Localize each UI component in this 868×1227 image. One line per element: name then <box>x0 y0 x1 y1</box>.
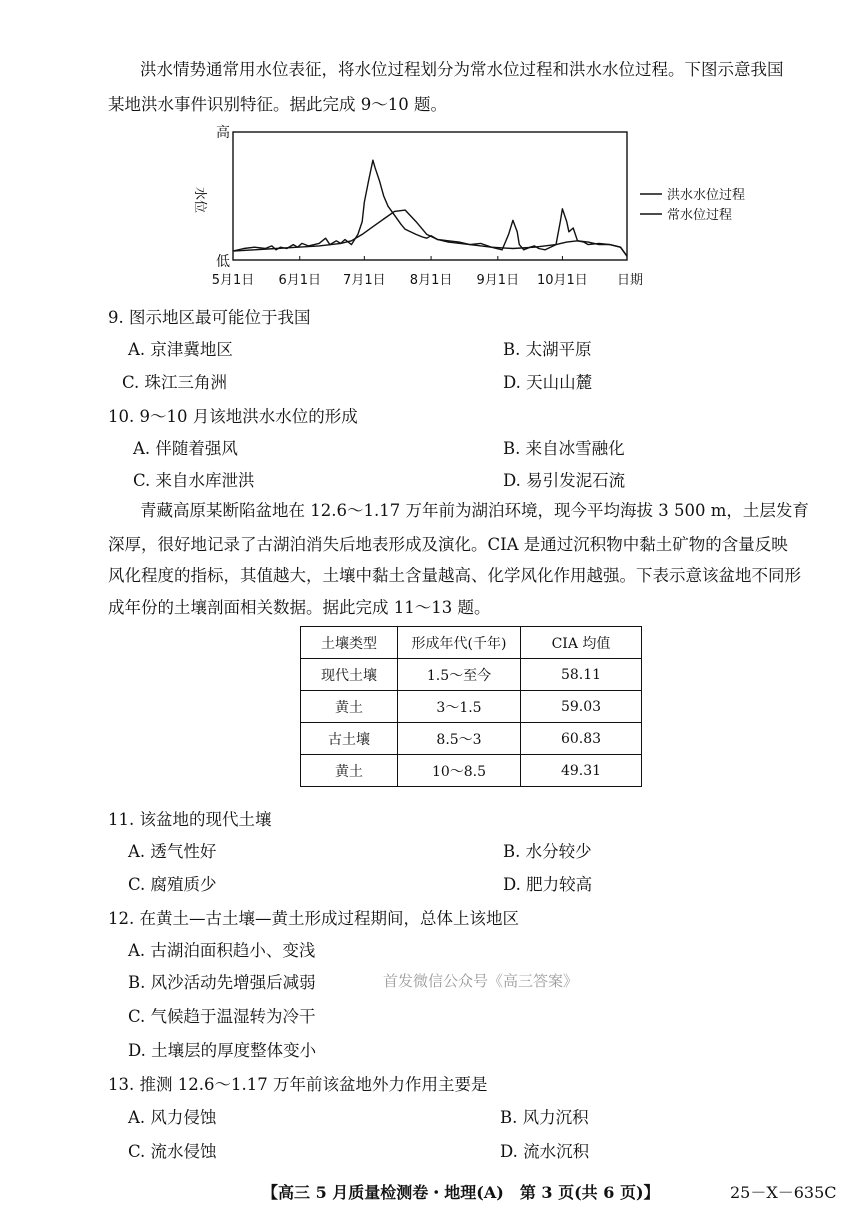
q11-option-d[interactable]: D. 肥力较高 <box>503 875 593 894</box>
watermark-text: 首发微信公众号《高三答案》 <box>383 972 579 990</box>
table-header-row <box>301 627 642 659</box>
q13-option-c[interactable]: C. 流水侵蚀 <box>128 1142 217 1161</box>
normal-level-line <box>233 210 627 256</box>
table-row <box>301 659 642 691</box>
q12-option-c[interactable]: C. 气候趋于温湿转为冷干 <box>128 1007 316 1026</box>
q10-option-c[interactable]: C. 来自水库泄洪 <box>133 471 255 490</box>
x-tick-label: 10月1日 <box>536 273 588 288</box>
q11-stem: 11. 该盆地的现代土壤 <box>108 810 272 829</box>
q11-option-c[interactable]: C. 腐殖质少 <box>128 875 217 894</box>
x-tick-label: 8月1日 <box>409 273 453 288</box>
table-cell: 3～1.5 <box>398 691 521 723</box>
water-level-chart <box>180 120 780 295</box>
intro-2-line-2: 深厚，很好地记录了古湖泊消失后地表形成及演化。CIA 是通过沉积物中黏土矿物的含量反映 <box>108 535 788 554</box>
q13-option-b[interactable]: B. 风力沉积 <box>500 1108 589 1127</box>
x-tick-label: 日期 <box>617 273 644 288</box>
q9-option-b[interactable]: B. 太湖平原 <box>503 340 592 359</box>
q10-option-d[interactable]: D. 易引发泥石流 <box>503 471 626 490</box>
soil-profile-table <box>300 626 642 787</box>
q12-stem: 12. 在黄土—古土壤—黄土形成过程期间，总体上该地区 <box>108 909 519 928</box>
intro-2-line-1: 青藏高原某断陷盆地在 12.6～1.17 万年前为湖泊环境，现今平均海拔 3 500 m，土层发育 <box>140 501 809 520</box>
q10-option-b[interactable]: B. 来自冰雪融化 <box>503 439 625 458</box>
table-header: CIA 均值 <box>521 627 642 659</box>
table-cell: 60.83 <box>521 723 642 755</box>
table-row <box>301 755 642 787</box>
table-header: 形成年代(千年) <box>398 627 521 659</box>
legend-label: 洪水水位过程 <box>667 188 746 203</box>
q13-option-d[interactable]: D. 流水沉积 <box>500 1142 590 1161</box>
table-cell: 古土壤 <box>301 723 398 755</box>
legend-label: 常水位过程 <box>667 208 733 223</box>
table-cell: 黄土 <box>301 755 398 787</box>
q10-option-a[interactable]: A. 伴随着强风 <box>133 439 238 458</box>
x-tick-label: 9月1日 <box>476 273 520 288</box>
table-cell: 1.5～至今 <box>398 659 521 691</box>
y-low-label: 低 <box>216 254 230 270</box>
q12-option-b[interactable]: B. 风沙活动先增强后减弱 <box>128 973 316 992</box>
q9-option-a[interactable]: A. 京津冀地区 <box>128 340 233 359</box>
y-high-label: 高 <box>216 125 230 141</box>
q11-option-a[interactable]: A. 透气性好 <box>128 842 217 861</box>
q13-stem: 13. 推测 12.6～1.17 万年前该盆地外力作用主要是 <box>108 1075 488 1094</box>
page-footer-title: 【高三 5 月质量检测卷・地理(A) 第 3 页(共 6 页)】 <box>262 1183 660 1202</box>
table-row <box>301 723 642 755</box>
q12-option-a[interactable]: A. 古湖泊面积趋小、变浅 <box>128 941 316 960</box>
y-axis-label: 水位 <box>192 186 207 214</box>
q12-option-d[interactable]: D. 土壤层的厚度整体变小 <box>128 1041 317 1060</box>
page-footer-code: 25－X－635C <box>730 1183 837 1202</box>
q9-stem: 9. 图示地区最可能位于我国 <box>108 308 311 327</box>
intro-2-line-3: 风化程度的指标，其值越大，土壤中黏土含量越高、化学风化作用越强。下表示意该盆地不同形 <box>108 566 801 585</box>
table-cell: 现代土壤 <box>301 659 398 691</box>
q13-option-a[interactable]: A. 风力侵蚀 <box>128 1108 217 1127</box>
table-cell: 8.5～3 <box>398 723 521 755</box>
table-header: 土壤类型 <box>301 627 398 659</box>
x-tick-label: 7月1日 <box>343 273 386 288</box>
x-tick-label: 5月1日 <box>211 273 255 288</box>
table-cell: 黄土 <box>301 691 398 723</box>
table-row <box>301 691 642 723</box>
q9-option-c[interactable]: C. 珠江三角洲 <box>122 373 228 392</box>
q9-option-d[interactable]: D. 天山山麓 <box>503 373 593 392</box>
intro-1-line-2: 某地洪水事件识别特征。据此完成 9～10 题。 <box>108 95 447 114</box>
table-cell: 59.03 <box>521 691 642 723</box>
table-cell: 49.31 <box>521 755 642 787</box>
table-cell: 10～8.5 <box>398 755 521 787</box>
chart-axes <box>233 132 627 260</box>
chart-frame <box>233 132 627 260</box>
x-tick-label: 6月1日 <box>278 273 322 288</box>
table-cell: 58.11 <box>521 659 642 691</box>
intro-1-line-1: 洪水情势通常用水位表征，将水位过程划分为常水位过程和洪水水位过程。下图示意我国 <box>140 60 784 79</box>
intro-2-line-4: 成年份的土壤剖面相关数据。据此完成 11～13 题。 <box>108 598 491 617</box>
q11-option-b[interactable]: B. 水分较少 <box>503 842 592 861</box>
q10-stem: 10. 9～10 月该地洪水水位的形成 <box>108 407 358 426</box>
